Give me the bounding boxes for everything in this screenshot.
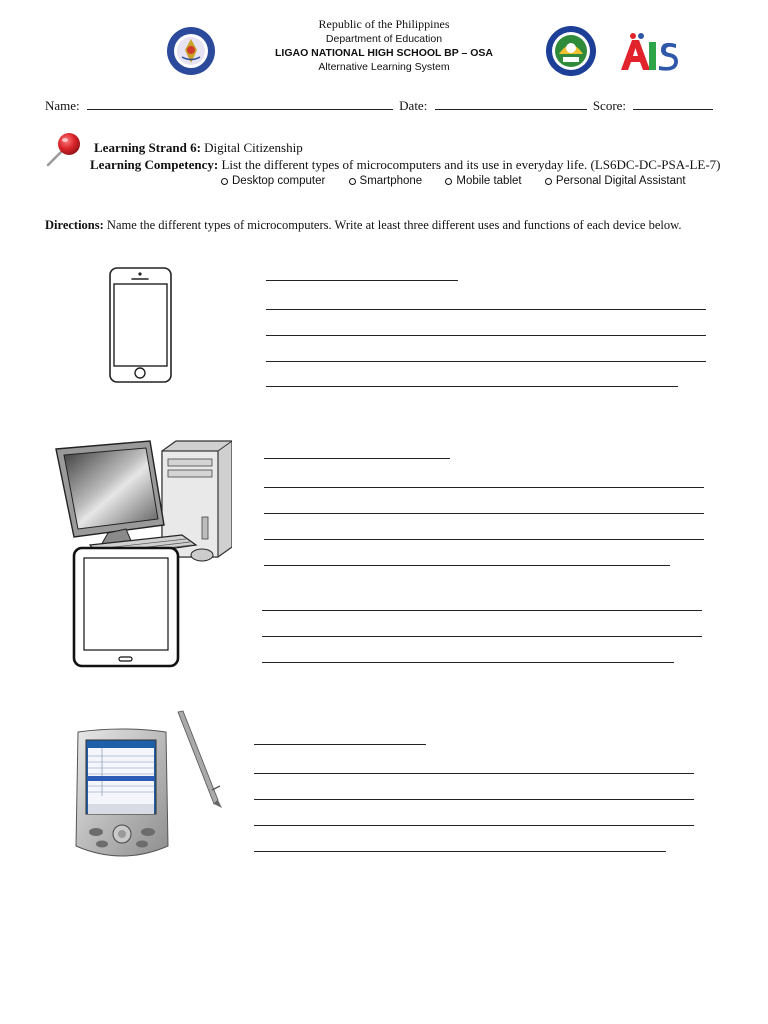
smartphone-illustration xyxy=(108,266,174,384)
push-pin-icon xyxy=(44,131,86,169)
answer-line[interactable] xyxy=(254,744,426,745)
date-field[interactable] xyxy=(435,98,587,110)
directions-text: Name the different types of microcomputers. Write at least three different uses and functions of each device below. xyxy=(106,218,682,232)
answer-line[interactable] xyxy=(266,309,706,310)
answer-line[interactable] xyxy=(266,335,706,336)
header-department: Department of Education xyxy=(325,33,443,45)
learning-strand-value: Digital Citizenship xyxy=(204,140,303,155)
bullet-icon xyxy=(221,178,228,185)
school-seal xyxy=(543,24,599,78)
learning-strand-label: Learning Strand 6: xyxy=(94,140,201,155)
name-field[interactable] xyxy=(87,98,393,110)
answer-line[interactable] xyxy=(264,458,450,459)
als-logo xyxy=(619,30,679,74)
answer-line[interactable] xyxy=(262,662,674,663)
answer-line[interactable] xyxy=(254,825,694,826)
option-label: Smartphone xyxy=(359,175,423,187)
score-field[interactable] xyxy=(633,98,713,110)
answer-line[interactable] xyxy=(254,773,694,774)
date-label: Date: xyxy=(399,98,428,113)
device-options xyxy=(221,175,706,188)
answer-line[interactable] xyxy=(254,799,694,800)
answer-line[interactable] xyxy=(264,539,704,540)
bullet-icon xyxy=(349,178,356,185)
answer-line[interactable] xyxy=(264,487,704,488)
directions-label: Directions: xyxy=(45,218,104,232)
answer-line[interactable] xyxy=(264,565,670,566)
option-label: Personal Digital Assistant xyxy=(555,175,686,187)
score-label: Score: xyxy=(592,98,627,113)
bullet-icon xyxy=(545,178,552,185)
learning-competency xyxy=(90,157,721,173)
name-label: Name: xyxy=(45,98,80,113)
header-program: Alternative Learning System xyxy=(318,61,450,73)
answer-line[interactable] xyxy=(254,851,666,852)
option-tablet xyxy=(445,175,521,187)
competency-text: List the different types of microcomputers and its use in everyday life. (LS6DC-DC-PSA-LE-7) xyxy=(221,157,721,172)
option-smartphone xyxy=(349,175,423,187)
bullet-icon xyxy=(445,178,452,185)
header-school: LIGAO NATIONAL HIGH SCHOOL BP – OSA xyxy=(275,47,493,59)
answer-line[interactable] xyxy=(266,361,706,362)
pda-illustration xyxy=(72,726,172,866)
student-info-row xyxy=(45,98,713,114)
learning-strand xyxy=(94,140,303,156)
option-label: Mobile tablet xyxy=(456,175,522,187)
header-country: Republic of the Philippines xyxy=(318,17,450,31)
option-label: Desktop computer xyxy=(232,175,326,187)
competency-label: Learning Competency: xyxy=(90,157,219,172)
option-pda xyxy=(545,175,686,187)
stylus-illustration xyxy=(174,710,228,810)
answer-line[interactable] xyxy=(264,513,704,514)
option-desktop xyxy=(221,175,325,187)
directions xyxy=(45,218,681,233)
answer-line[interactable] xyxy=(262,610,702,611)
answer-line[interactable] xyxy=(266,280,458,281)
tablet-illustration xyxy=(72,546,180,668)
answer-line[interactable] xyxy=(262,636,702,637)
answer-line[interactable] xyxy=(266,386,678,387)
